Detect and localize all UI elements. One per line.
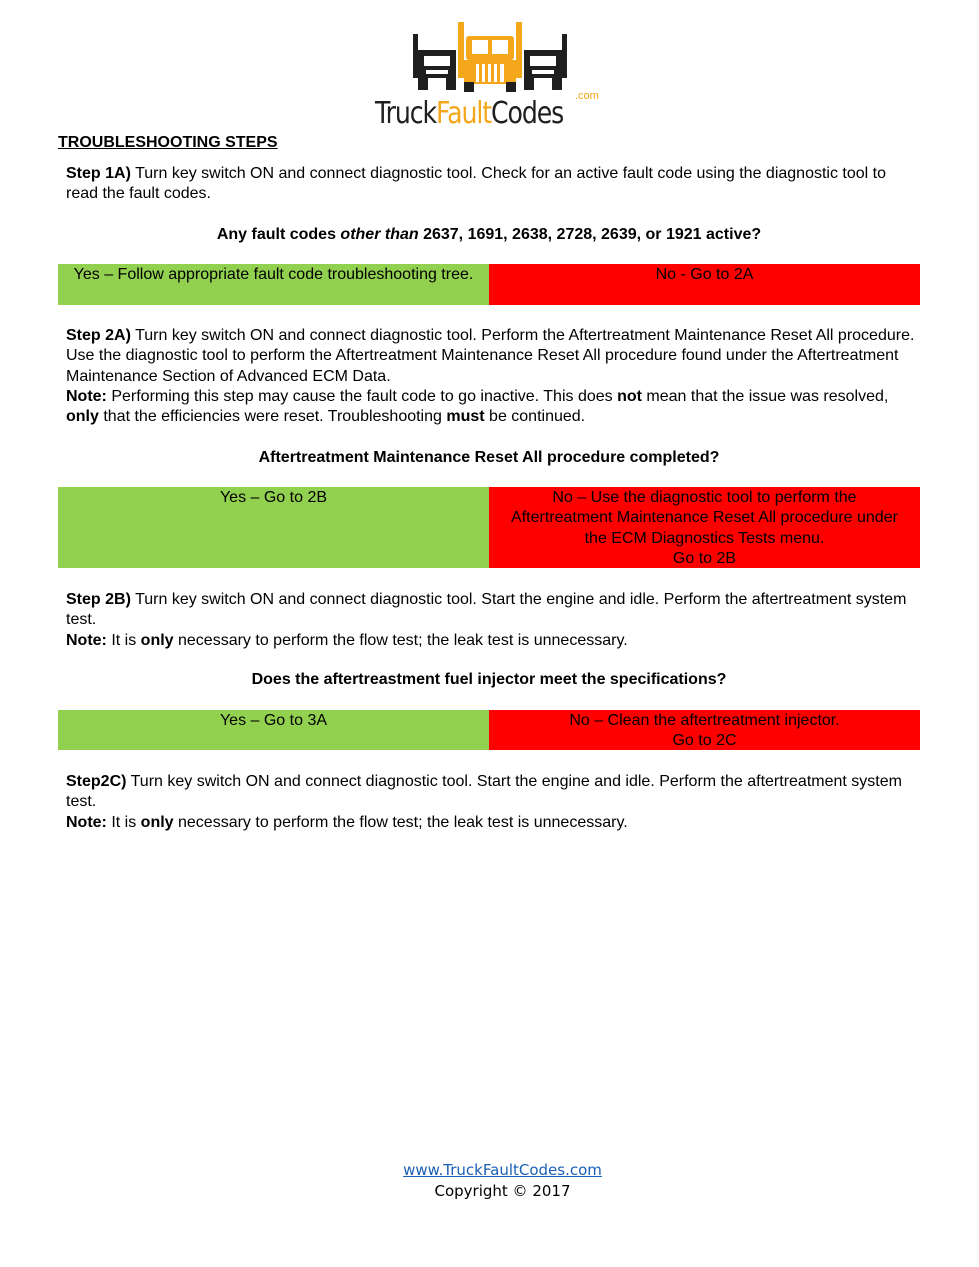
step-2a-note-not: not <box>617 387 642 405</box>
branch-3-no <box>489 710 920 750</box>
branch-1-yes: Yes – Follow appropriate fault code troubleshooting tree. <box>58 264 489 305</box>
step-2c-note-text-2: necessary to perform the flow test; the leak test is unnecessary. <box>173 813 628 831</box>
branch-3-no-line2: Go to 2C <box>672 732 737 750</box>
step-2b-note-only: only <box>140 631 174 649</box>
logo-com: .com <box>575 90 599 102</box>
step-2b-note-text-2: necessary to perform the flow test; the leak test is unnecessary. <box>173 631 628 649</box>
footer-copyright: Copyright © 2017 <box>434 1182 571 1200</box>
question-1-italic: other than <box>340 226 419 243</box>
branch-2 <box>58 487 920 568</box>
question-1-post: 2637, 1691, 2638, 2728, 2639, or 1921 active? <box>418 226 762 243</box>
truck-logo-icon <box>410 20 570 96</box>
branch-1-no: No - Go to 2A <box>489 264 920 305</box>
branch-3-no-line1: No – Clean the aftertreatment injector. <box>569 712 840 729</box>
step-2c-note-text-1: It is <box>106 813 141 831</box>
step-2a-note-text-2: mean that the issue was resolved, <box>641 387 889 405</box>
logo-word-fault: Fault <box>436 96 492 131</box>
step-2b-note-text-1: It is <box>106 631 141 649</box>
logo-word-truck: Truck <box>375 96 437 131</box>
branch-2-no <box>489 487 920 568</box>
step-1a <box>66 164 916 205</box>
branch-2-no-line2: Go to 2B <box>672 549 737 567</box>
question-3: Does the aftertreastment fuel injector meet the specifications? <box>251 671 727 688</box>
step-2c <box>66 772 916 833</box>
branch-1 <box>58 264 920 305</box>
step-2a-note-must: must <box>446 408 485 426</box>
question-1-pre: Any fault codes <box>216 226 341 243</box>
section-title: TROUBLESHOOTING STEPS <box>58 134 278 151</box>
step-2c-note-label: Note: <box>66 813 107 831</box>
step-2a-note-text-1: Performing this step may cause the fault code to go inactive. This does <box>106 387 618 405</box>
step-1a-label: Step 1A) <box>66 165 131 182</box>
step-2b-text: Turn key switch ON and connect diagnostic tool. Start the engine and idle. Perform the aftertreatment system test. <box>66 591 907 629</box>
step-2b-note-label: Note: <box>66 631 107 649</box>
step-2a <box>66 326 916 427</box>
step-2c-note-only: only <box>140 813 174 831</box>
logo-wordmark <box>375 98 568 130</box>
step-2a-note-only: only <box>66 408 99 426</box>
step-2a-text: Turn key switch ON and connect diagnostic tool. Perform the Aftertreatment Maintenance Reset All procedure. Use the diagnostic tool to perform the Aftertreatment Maintenance Reset All procedure found under the Aftertreatment Maintenance Section of Advanced ECM Data. <box>66 327 915 385</box>
branch-3 <box>58 710 920 750</box>
question-2: Aftertreatment Maintenance Reset All procedure completed? <box>258 449 720 466</box>
logo-word-codes: Codes <box>491 96 564 131</box>
step-2b-label: Step 2B) <box>66 591 131 608</box>
branch-2-no-line1: No – Use the diagnostic tool to perform the Aftertreatment Maintenance Reset All procedure under the ECM Diagnostics Tests menu. <box>511 489 898 547</box>
branch-3-yes: Yes – Go to 3A <box>58 710 489 750</box>
footer-website-link[interactable]: www.TruckFaultCodes.com <box>403 1161 602 1179</box>
truckfaultcodes-logo <box>375 20 605 131</box>
step-2c-text: Turn key switch ON and connect diagnostic tool. Start the engine and idle. Perform the aftertreatment system test. <box>66 773 902 811</box>
step-2c-label: Step2C) <box>66 773 127 790</box>
step-2a-note-text-4: be continued. <box>484 408 586 426</box>
step-2a-label: Step 2A) <box>66 327 131 344</box>
step-2a-note-label: Note: <box>66 387 107 405</box>
branch-2-yes: Yes – Go to 2B <box>58 487 489 568</box>
question-1 <box>58 226 920 244</box>
step-2b <box>66 590 916 651</box>
step-2a-note-text-3: that the efficiencies were reset. Troubleshooting <box>98 408 447 426</box>
step-1a-text: Turn key switch ON and connect diagnostic tool. Check for an active fault code using the diagnostic tool to read the fault codes. <box>66 165 886 203</box>
